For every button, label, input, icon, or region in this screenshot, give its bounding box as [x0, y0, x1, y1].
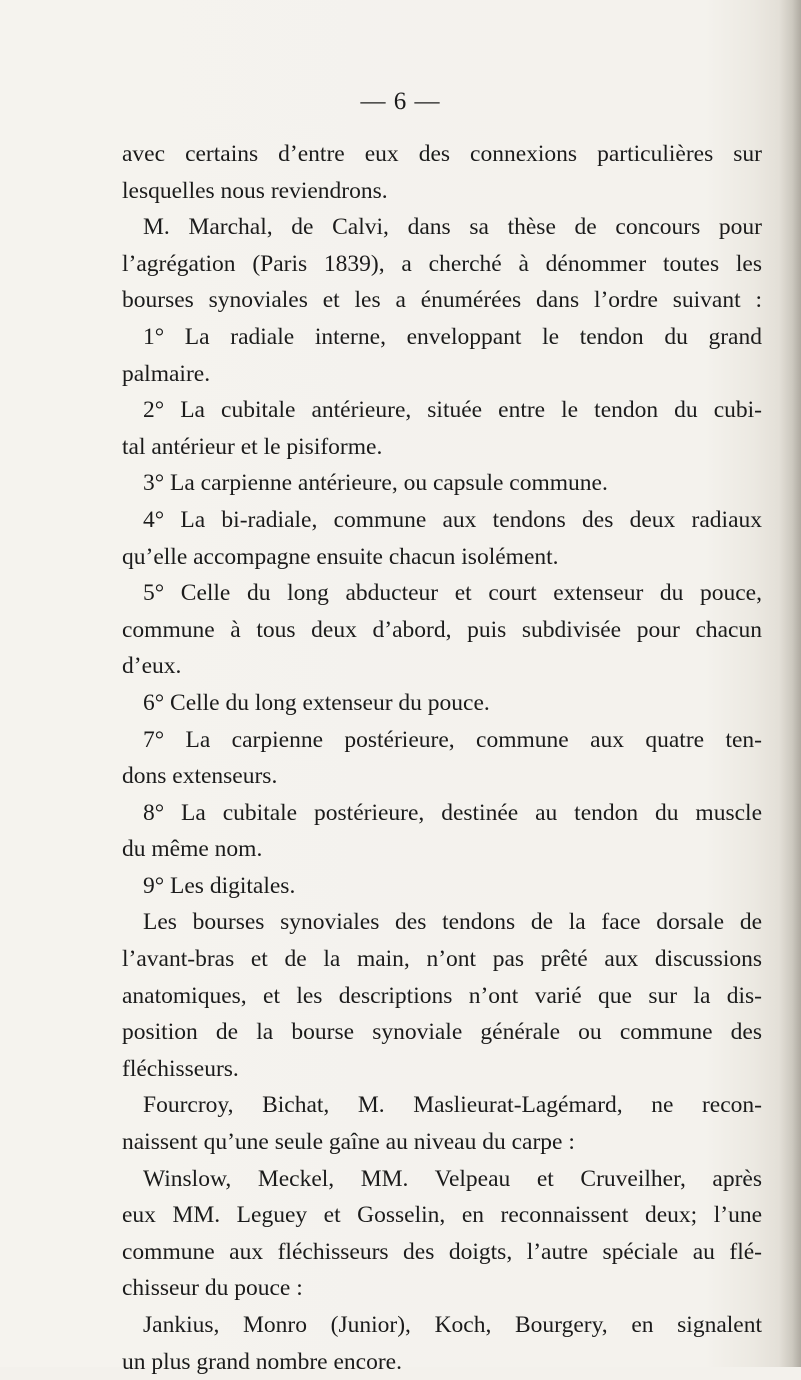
page-number: — 6 — [360, 88, 441, 115]
text-line: bourses synoviales et les a énumérées dans l’ordre suivant : [122, 287, 762, 314]
text-line: du même nom. [122, 836, 263, 863]
text-line: 7° La carpienne postérieure, commune aux quatre ten- [143, 726, 762, 753]
text-line: Les bourses synoviales des tendons de la face dorsale de [143, 909, 762, 936]
text-line: eux MM. Leguey et Gosselin, en reconnaissent deux; l’une [122, 1202, 762, 1229]
text-line: anatomiques, et les descriptions n’ont varié que sur la dis- [122, 982, 762, 1009]
text-line: 6° Celle du long extenseur du pouce. [143, 689, 490, 716]
text-line: un plus grand nombre encore. [122, 1348, 402, 1375]
text-line: dons extenseurs. [122, 763, 278, 790]
text-line: avec certains d’entre eux des connexions particulières sur [122, 141, 762, 167]
text-line: commune aux fléchisseurs des doigts, l’autre spéciale au flé- [122, 1238, 762, 1265]
text-line: palmaire. [122, 360, 211, 387]
text-line: lesquelles nous reviendrons. [122, 177, 388, 204]
page-edge-shadow [779, 0, 801, 1367]
text-line: Fourcroy, Bichat, M. Maslieurat-Lagémard, ne recon- [143, 1092, 762, 1119]
text-line: 8° La cubitale postérieure, destinée au tendon du muscle [143, 799, 762, 826]
text-line: position de la bourse synoviale générale ou commune des [122, 1019, 762, 1046]
text-line: 3° La carpienne antérieure, ou capsule commune. [143, 470, 608, 497]
text-line: 1° La radiale interne, enveloppant le tendon du grand [143, 323, 762, 350]
text-line: M. Marchal, de Calvi, dans sa thèse de concours pour [143, 214, 762, 241]
text-line: 4° La bi-radiale, commune aux tendons des deux radiaux [143, 506, 762, 533]
text-line: qu’elle accompagne ensuite chacun isolément. [122, 543, 559, 570]
text-line: Jankius, Monro (Junior), Koch, Bourgery, en signalent [143, 1312, 762, 1338]
text-line: l’agrégation (Paris 1839), a cherché à dénommer toutes les [122, 250, 762, 277]
body-text [122, 136, 762, 1380]
text-line: naissent qu’une seule gaîne au niveau du carpe : [122, 1129, 575, 1156]
text-line: 9° Les digitales. [143, 872, 296, 899]
text-line: tal antérieur et le pisiforme. [122, 433, 383, 460]
text-line: l’avant-bras et de la main, n’ont pas prêté aux discussions [122, 946, 762, 973]
text-line: fléchisseurs. [122, 1055, 239, 1082]
text-line: commune à tous deux d’abord, puis subdivisée pour chacun [122, 616, 762, 643]
text-line: chisseur du pouce : [122, 1275, 303, 1302]
text-line: 5° Celle du long abducteur et court extenseur du pouce, [143, 580, 762, 607]
text-line: Winslow, Meckel, MM. Velpeau et Cruveilher, après [143, 1165, 762, 1192]
text-line: 2° La cubitale antérieure, située entre le tendon du cubi- [143, 397, 762, 424]
text-line: d’eux. [122, 653, 182, 680]
